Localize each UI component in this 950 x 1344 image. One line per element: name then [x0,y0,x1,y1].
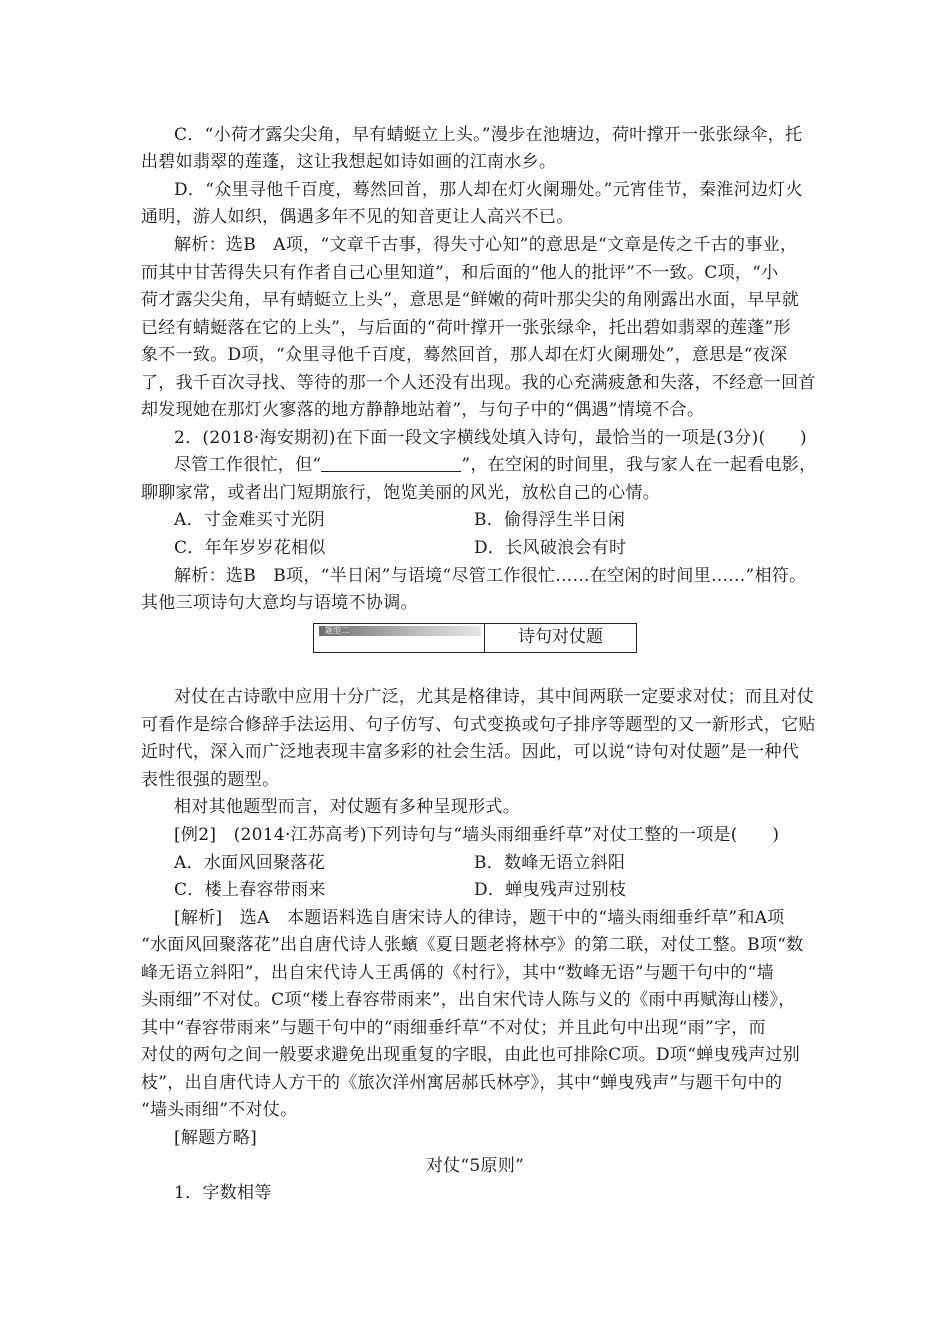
ex2-option-d: D．蝉曳残声过别枝 [474,880,627,900]
ex2-analysis-line-7: 枝”，出自唐代诗人方干的《旅次洋州寓居郝氏林亭》，其中“蝉曳残声”与题干句中的 [141,1073,783,1093]
option-d-line-2: 通明，游人如织，偶遇多年不见的知音更让人高兴不已。 [141,207,574,227]
analysis-1-line-4: 已经有蜻蜓落在它的上头”，与后面的“荷叶撑开一张张绿伞，托出碧如翡翠的莲蓬”形 [141,318,791,338]
question-2-passage-line-2: 聊聊家常，或者出门短期旅行，饱览美丽的风光，放松自己的心情。 [141,483,660,503]
analysis-1-line-5: 象不一致。D项，“众里寻他千百度，蓦然回首，那人却在灯火阑珊处”，意思是“夜深 [141,345,788,365]
ex2-option-a: A．水面风回聚落花 [174,853,325,873]
analysis-1-line-1: 解析：选B A项，“文章千古事，得失寸心知”的意思是“文章是传之千古的事业， [174,235,798,255]
q2-option-b: B．偷得浮生半日闲 [474,510,626,530]
ex2-option-b: B．数峰无语立斜阳 [474,853,626,873]
option-c-line-2: 出碧如翡翠的莲蓬，这让我想起如诗如画的江南水乡。 [141,152,557,172]
ex2-analysis-line-8: “墙头雨细”不对仗。 [141,1100,298,1120]
ex2-analysis-line-2: “水面风回聚落花”出自唐代诗人张蠙《夏日题老将林亭》的第二联，对仗工整。B项“数 [141,935,804,955]
intro-line-3: 近时代，深入而广泛地表现丰富多彩的社会生活。因此，可以说“诗句对仗题”是一种代 [141,742,800,762]
five-principles-title: 对仗“5原则” [425,1156,525,1176]
option-d-line-1: D．“众里寻他千百度，蓦然回首，那人却在灯火阑珊处。”元宵佳节，秦淮河边灯火 [174,180,803,200]
intro-line-2: 可看作是综合修辞手法运用、句子仿写、句式变换或句子排序等题型的又一新形式，它贴 [141,715,816,735]
example-2-stem: [例2] (2014·江苏高考)下列诗句与“墙头雨细垂纤草”对仗工整的一项是( ) [174,825,780,845]
ex2-analysis-line-5: 其中“春容带雨来”与题干句中的“雨细垂纤草”不对仗；并且此句中出现“雨”字，而 [141,1018,766,1038]
answer-blank [321,455,461,472]
ex2-analysis-line-1: [解析] 选A 本题语料选自唐宋诗人的律诗，题干中的“墙头雨细垂纤草”和A项 [174,908,785,928]
question-2-stem: 2．(2018·海安期初)在下面一段文字横线处填入诗句，最恰当的一项是(3分)( ) [174,428,807,448]
q2-option-c: C．年年岁岁花相似 [174,538,326,558]
ex2-analysis-line-4: 头雨细”不对仗。C项“楼上春容带雨来”，出自宋代诗人陈与义的《雨中再赋海山楼》， [141,990,796,1010]
question-2-passage-line-1 [174,454,816,476]
intro-line-4: 表性很强的题型。 [141,770,280,790]
analysis-2-line-1: 解析：选B B项，“半日闲”与语境“尽管工作很忙……在空闲的时间里……”相符。 [174,566,807,586]
strategy-heading: [解题方略] [174,1128,258,1148]
q2-option-d: D．长风破浪会有时 [474,538,627,558]
ex2-option-c: C．楼上春容带雨来 [174,880,326,900]
section-header-box [313,623,637,653]
passage-text-after-blank: ”，在空闲的时间里，我与家人在一起看电影， [461,455,817,475]
analysis-1-line-3: 荷才露尖尖角，早有蜻蜓立上头”，意思是“鲜嫩的荷叶那尖尖的角刚露出水面，早早就 [141,290,800,310]
ex2-analysis-line-3: 峰无语立斜阳”，出自宋代诗人王禹偁的《村行》，其中“数峰无语”与题干句中的“墙 [141,963,774,983]
intro-line-1: 对仗在古诗歌中应用十分广泛，尤其是格律诗，其中间两联一定要求对仗；而且对仗 [174,687,815,707]
intro-line-5: 相对其他题型而言，对仗题有多种呈现形式。 [174,797,520,817]
q2-option-a: A．寸金难买寸光阴 [174,510,325,530]
option-c-line-1: C．“小荷才露尖尖角，早有蜻蜓立上头。”漫步在池塘边，荷叶撑开一张张绿伞，托 [174,125,803,145]
analysis-1-line-7: 却发现她在那灯火寥落的地方静静地站着”，与句子中的“偶遇”情境不合。 [141,400,705,420]
principle-1: 1．字数相等 [174,1183,272,1203]
analysis-2-line-2: 其他三项诗句大意均与语境不协调。 [141,593,418,613]
analysis-1-line-6: 了，我千百次寻找、等待的那一个人还没有出现。我的心充满疲惫和失落，不经意一回首 [141,373,816,393]
section-tag-label: 题型二 [319,626,481,636]
ex2-analysis-line-6: 对仗的两句之间一般要求避免出现重复的字眼，由此也可排除C项。D项“蝉曳残声过别 [141,1045,801,1065]
section-title: 诗句对仗题 [518,627,603,647]
analysis-1-line-2: 而其中甘苦得失只有作者自己心里知道”，和后面的“他人的批评”不一致。C项，“小 [141,263,779,283]
passage-text-before-blank: 尽管工作很忙，但“ [174,455,322,475]
